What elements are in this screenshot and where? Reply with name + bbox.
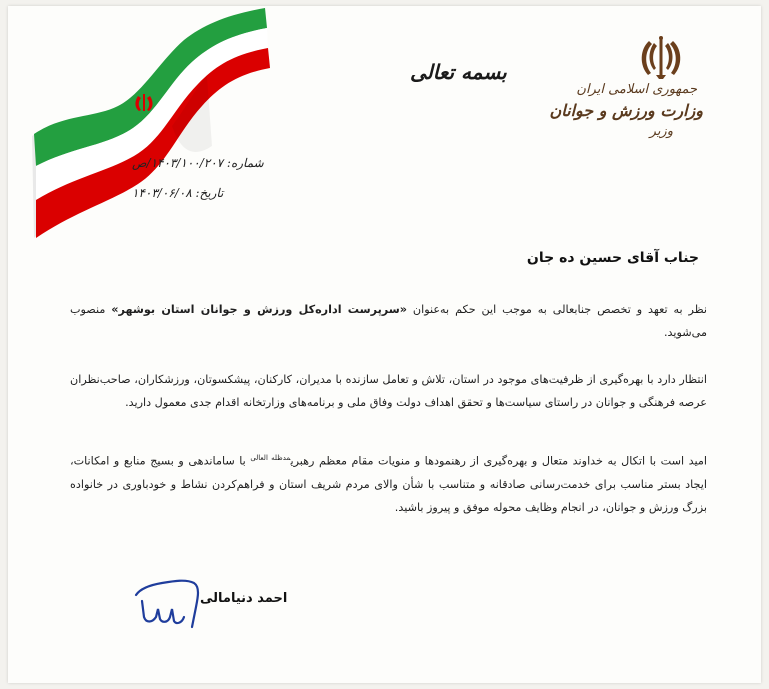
appointment-title: «سرپرست اداره‌کل ورزش و جوانان استان بوشهر» [111,303,407,316]
paragraph-appointment [70,298,707,344]
ministry-country-line: جمهوری اسلامی ایران [576,82,697,97]
paragraph-text: با ساماندهی و بسیج منابع و امکانات، ایجاد بستر مناسب برای خدمت‌رسانی صادقانه و متناسب با شأن والای مردم شریف استان و فراهم‌کردن نشاط و خودباوری در خانواده بزرگ ورزش و جوانان، در انجام وظایف محوله موفق و پیروز باشید. [70,454,707,514]
paragraph-text: نظر به تعهد و تخصص جنابعالی به موجب این حکم به‌عنوان [406,303,707,316]
paragraph-wishes [70,447,707,519]
addressee: جناب آقای حسین ده جان [526,250,699,266]
handwritten-signature [128,565,218,635]
paragraph-expectations: انتظار دارد با بهره‌گیری از ظرفیت‌های موجود در استان، تلاش و تعامل سازنده با مدیران، کارکنان، پیشکسوتان، ورزشکاران، صاحب‌نظران عرصه فرهنگی و جوانان در راستای سیاست‌ها و تحقق اهداف دولت وفاق ملی و برنامه‌های وزارتخانه اقدام جدی معمول دارید. [70,373,707,409]
iran-emblem-icon [632,35,690,85]
letter-number: شماره: ۱۴۰۳/۱۰۰/۲۰۷/ص [132,156,264,170]
iran-flag-ribbon-icon [22,6,272,241]
signer-name: احمد دنیامالی [200,591,288,606]
ministry-name-line: وزارت ورزش و جوانان [549,101,703,120]
honorific-superscript: مدظله العالی [250,454,291,462]
bismillah-heading: بسمه تعالی [410,60,507,84]
paragraph-text: منصوب می‌شوید. [70,303,707,339]
paragraph-text: امید است با اتکال به خداوند متعال و بهره‌گیری از رهنمودها و منویات مقام معظم رهبری [290,454,707,468]
ministry-minister-line: وزیر [649,124,673,139]
letter-date: تاریخ: ۱۴۰۳/۰۶/۰۸ [132,186,224,200]
